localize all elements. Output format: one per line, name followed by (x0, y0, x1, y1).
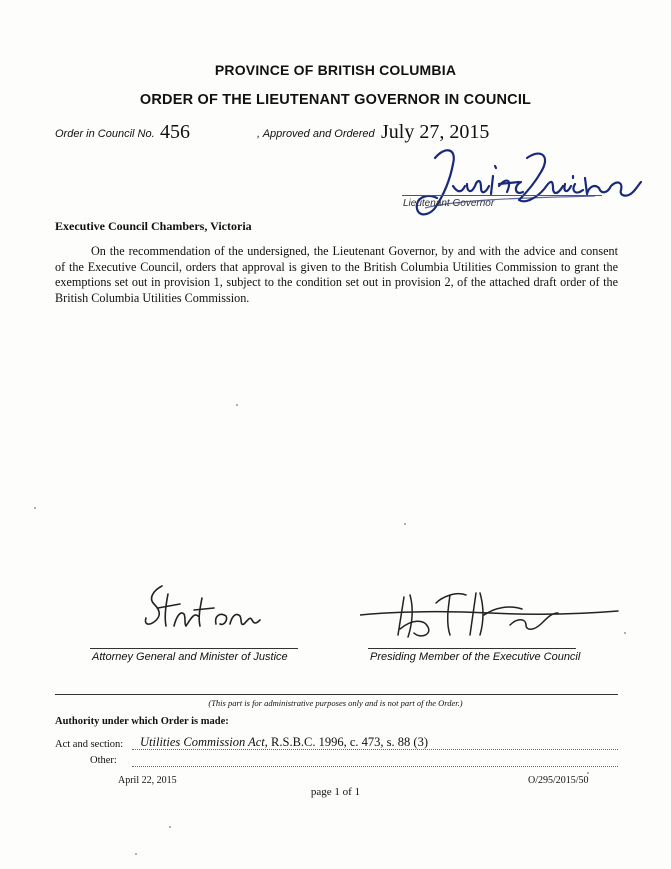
lieutenant-governor-caption: Lieutenant Governor (403, 198, 495, 209)
act-and-section-value (140, 735, 428, 750)
presiding-member-signature (360, 585, 620, 645)
authority-label: Authority under which Order is made: (55, 716, 229, 727)
approved-date: July 27, 2015 (381, 121, 490, 143)
executive-council-chambers: Executive Council Chambers, Victoria (55, 219, 252, 233)
act-citation: , R.S.B.C. 1996, c. 473, s. 88 (3) (264, 735, 428, 749)
order-number-label: Order in Council No. (55, 128, 155, 140)
admin-reference: O/295/2015/50 (528, 775, 589, 786)
page-number: page 1 of 1 (310, 786, 361, 798)
presiding-member-caption: Presiding Member of the Executive Council (370, 651, 581, 663)
approved-label: , Approved and Ordered (257, 128, 375, 140)
other-label: Other: (90, 755, 117, 766)
lieutenant-governor-signature (395, 138, 645, 223)
province-heading: PROVINCE OF BRITISH COLUMBIA (214, 62, 457, 78)
order-body-paragraph: On the recommendation of the undersigned, the Lieutenant Governor, by and with the advice and consent of the Executive Council, orders that approval is given to the British Columbia Utilities Commission to grant the exemptions set out in provision 1, subject to the condition set out in provision 2, of the attached draft order of the British Columbia Utilities Commission. (55, 244, 618, 305)
attorney-general-signature (140, 580, 270, 635)
order-number: 456 (160, 121, 190, 143)
administrative-note: (This part is for administrative purposes only and is not part of the Order.) (208, 698, 463, 708)
act-name: Utilities Commission Act (140, 735, 265, 749)
order-title: ORDER OF THE LIEUTENANT GOVERNOR IN COUNCIL (139, 92, 532, 108)
attorney-general-caption: Attorney General and Minister of Justice (92, 651, 288, 663)
admin-date: April 22, 2015 (118, 775, 177, 786)
act-and-section-label: Act and section: (55, 739, 124, 750)
